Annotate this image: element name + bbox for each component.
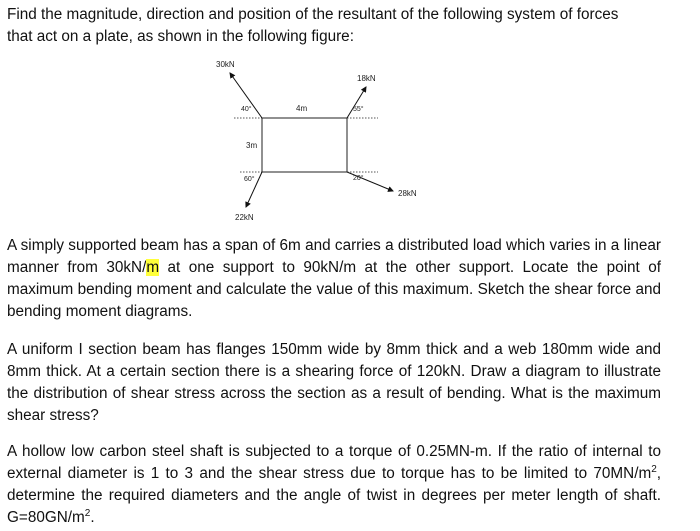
highlighted-text: m — [146, 259, 160, 276]
dimension-label-height: 3m — [246, 141, 258, 150]
question-2-text-start: A simply supported beam has a span of 6m and carries a distributed load which varies in a linear manner from 30kN/ — [7, 237, 661, 276]
angle-label-60: 60° — [244, 176, 255, 183]
question-1-line-2: that act on a plate, as shown in the following figure: — [7, 28, 354, 45]
question-2 — [7, 235, 661, 323]
question-4-text-end: . — [90, 509, 95, 526]
question-1-line-1: Find the magnitude, direction and position of the resultant of the following system of forces — [7, 6, 619, 23]
force-label-22kn: 22kN — [235, 213, 254, 222]
superscript-squared-2: 2 — [84, 507, 91, 519]
force-diagram — [200, 56, 430, 231]
superscript-squared-1: 2 — [651, 463, 657, 475]
question-4-text-start: A hollow low carbon steel shaft is subjected to a torque of 0.25MN-m. If the ratio of internal to external diameter is 1 to 3 and the shear stress due to torque has to be limited to 70MN/m — [7, 443, 661, 482]
question-4-text-middle: , determine the required diameters and the angle of twist in degrees per meter length of shaft. G=80GN/m — [7, 465, 661, 526]
force-label-18kn: 18kN — [357, 74, 376, 83]
angle-label-40: 40° — [241, 106, 252, 113]
question-3-text: A uniform I section beam has flanges 150mm wide by 8mm thick and a web 180mm wide and 8mm thick. At a certain section there is a shearing force of 120kN. Draw a diagram to illustrate the distribution of shear stress across the section as a result of bending. What is the maximum shear stress? — [7, 341, 661, 424]
force-label-28kn: 28kN — [398, 189, 417, 198]
force-arrow-18kn — [347, 87, 366, 118]
angle-label-55: 55° — [353, 106, 364, 113]
question-4 — [7, 441, 661, 529]
angle-label-20: 20° — [353, 175, 364, 182]
question-1 — [7, 4, 661, 48]
force-label-30kn: 30kN — [216, 60, 235, 69]
question-3 — [7, 339, 661, 427]
question-2-text-end: at one support to 90kN/m at the other support. Locate the point of maximum bending moment and calculate the value of this maximum. Sketch the shear force and bending moment diagrams. — [7, 259, 661, 320]
plate-rectangle — [262, 118, 347, 172]
dimension-label-width: 4m — [296, 104, 308, 113]
